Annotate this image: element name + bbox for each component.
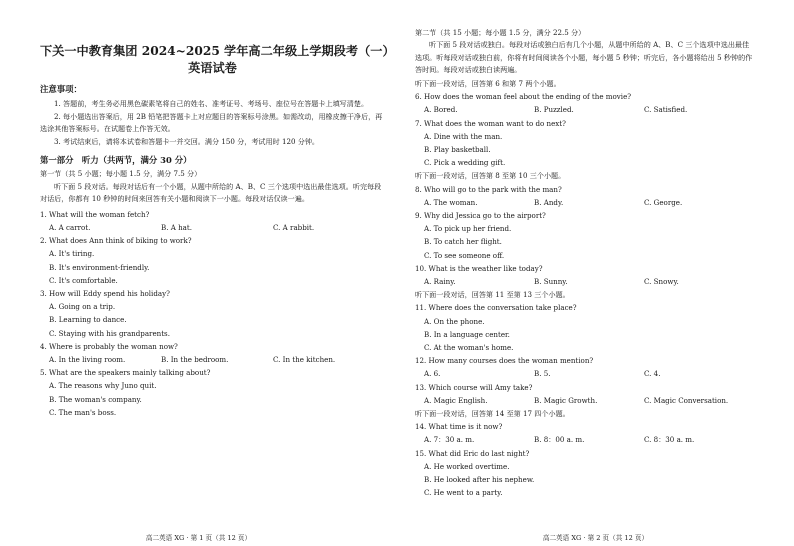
page-2 [397,0,794,546]
option-c: C. It's comfortable. [49,275,118,285]
question-group-1 [415,77,754,169]
option-b: B. 8：00 a. m. [534,435,585,445]
question-text: 4. Where is probably the woman now? [40,341,178,351]
exam-subtitle: 英语试卷 [188,61,237,75]
question-item [415,209,754,262]
question-group-4 [415,407,754,499]
question-item [415,420,754,446]
option-b: B. Magic Growth. [534,395,598,405]
option-a: A. Bored. [424,105,458,115]
section-1-title: 第一节（共 5 小题；每小题 1.5 分，满分 7.5 分） [40,169,202,179]
question-5 [40,366,385,419]
option-b: B. It's environment-friendly. [49,262,150,272]
option-b: B. Andy. [534,197,564,207]
page-footer: 高二英语 XG · 第 2 页（共 12 页） [542,534,649,542]
option-row [40,221,385,234]
question-1 [40,208,385,234]
option-a: A. 6. [424,369,441,379]
option-row [415,433,754,446]
section-1-instructions: 听下面 5 段对话。每段对话后有一个小题，从题中所给的 A、B、C 三个选项中选出最佳选项。听完每段对话后，你都有 10 秒钟的时间来回答有关小题和阅读下一小题。每段对话仅读一遍。 [40,181,382,204]
option-b: B. Play basketball. [424,145,491,154]
option-b: B. In the bedroom. [161,355,229,364]
option-c: C. In the kitchen. [273,355,336,364]
option-c: C. He went to a party. [424,488,503,498]
option-a: A. 7：30 a. m. [424,435,475,445]
option-c: C. Satisfied. [644,105,688,115]
question-text: 15. What did Eric do last night? [415,448,530,458]
option-a: A. Rainy. [424,277,456,287]
question-2 [40,234,385,287]
option-b: B. Sunny. [534,277,568,287]
option-b: B. The woman's company. [49,394,142,404]
option-c: C. George. [644,197,683,207]
option-a: A. Dine with the man. [424,131,503,141]
option-b: B. Puzzled. [534,105,574,115]
question-groups [415,77,754,500]
question-text: 9. Why did Jessica go to the airport? [415,211,546,221]
option-a: A. The woman. [424,197,478,207]
option-c: C. To see someone off. [424,250,505,260]
question-item [415,301,754,354]
question-text: 3. How will Eddy spend his holiday? [40,288,170,298]
notice-title: 注意事项： [40,84,82,94]
option-a: A. The reasons why Juno quit. [49,381,157,391]
option-a: A. A carrot. [49,222,91,232]
notice-item-2: 2. 每小题选出答案后，用 2B 铅笔把答题卡上对应题目的答案标号涂黑。如需改动，用橡皮擦干净后，再选涂其他答案标号。在试题卷上作答无效。 [40,111,383,134]
option-c: C. Staying with his grandparents. [49,328,170,338]
question-text: 5. What are the speakers mainly talking about? [40,368,211,378]
question-list [40,208,385,419]
question-item [415,354,754,380]
option-c: C. At the woman's home. [424,343,514,353]
question-text: 6. How does the woman feel about the ending of the movie? [415,92,632,102]
option-a: A. He worked overtime. [424,461,510,471]
question-item [415,381,754,407]
option-a: A. Magic English. [424,395,488,405]
question-text: 10. What is the weather like today? [415,263,543,273]
question-text: 7. What does the woman want to do next? [415,118,566,128]
option-c: C. Pick a wedding gift. [424,158,506,168]
part-1-title: 第一部分 听力（共两节，满分 30 分） [40,155,192,166]
option-b: B. 5. [534,369,551,379]
option-b: B. To catch her flight. [424,237,502,247]
option-c: C. Magic Conversation. [644,395,729,405]
option-a: A. To pick up her friend. [424,224,512,234]
option-c: C. 8：30 a. m. [644,435,695,445]
option-row [415,275,754,288]
option-c: C. A rabbit. [273,222,315,232]
option-b: B. A hat. [161,222,193,232]
group-intro: 听下面一段对话，回答第 8 至第 10 三个小题。 [415,171,566,181]
option-a: A. It's tiring. [49,249,95,259]
question-item [415,262,754,288]
question-group-3 [415,288,754,407]
exam-title: 下关一中教育集团 2024~2025 学年高二年级上学期段考（一） [40,44,395,58]
question-3 [40,287,385,340]
question-text: 12. How many courses does the woman mention? [415,356,594,366]
group-intro: 听下面一段对话，回答第 11 至第 13 三个小题。 [415,290,570,300]
notice-item-3: 3. 考试结束后，请将本试卷和答题卡一并交回。满分 150 分，考试用时 120 分钟。 [54,136,320,146]
group-intro: 听下面一段对话，回答第 6 和第 7 两个小题。 [415,78,561,88]
option-row [415,103,754,116]
question-4 [40,340,385,366]
notice-item-1: 1. 答题前，考生务必用黑色碳素笔将自己的姓名、准考证号、考场号、座位号在答题卡上填写清楚。 [54,99,369,108]
question-item [415,117,754,170]
question-item [415,183,754,209]
option-row [415,394,754,407]
option-b: B. In a language center. [424,329,510,339]
question-text: 1. What will the woman fetch? [40,209,150,219]
option-row [415,367,754,380]
option-b: B. He looked after his nephew. [424,475,535,485]
question-text: 14. What time is it now? [415,422,503,432]
option-c: C. Snowy. [644,277,679,287]
section-2-instructions: 听下面 5 段对话或独白。每段对话或独白后有几个小题，从题中所给的 A、B、C 三个选项中选出最佳选项。听每段对话或独白前，你将有时间阅读各个小题，每小题 5 秒钟；听完后，各小题将给出 5 秒钟的作答时间。每段对话或独白读两遍。 [415,40,753,75]
question-text: 8. Who will go to the park with the man? [415,184,562,194]
question-item [415,90,754,116]
section-2-title: 第二节（共 15 小题；每小题 1.5 分，满分 22.5 分） [415,28,586,37]
question-text: 13. Which course will Amy take? [415,382,533,392]
option-c: C. The man's boss. [49,407,117,417]
option-a: A. Going on a trip. [49,302,116,312]
page-footer: 高二英语 XG · 第 1 页（共 12 页） [145,534,252,542]
option-row [40,353,385,366]
option-c: C. 4. [644,369,661,379]
group-intro: 听下面一段对话，回答第 14 至第 17 四个小题。 [415,409,570,419]
question-group-2 [415,169,754,288]
option-b: B. Learning to dance. [49,315,127,325]
question-item [415,447,754,500]
option-a: A. On the phone. [424,316,485,326]
option-a: A. In the living room. [49,355,126,364]
question-text: 2. What does Ann think of biking to work? [40,236,192,246]
option-row [415,196,754,209]
question-text: 11. Where does the conversation take place? [415,303,577,313]
